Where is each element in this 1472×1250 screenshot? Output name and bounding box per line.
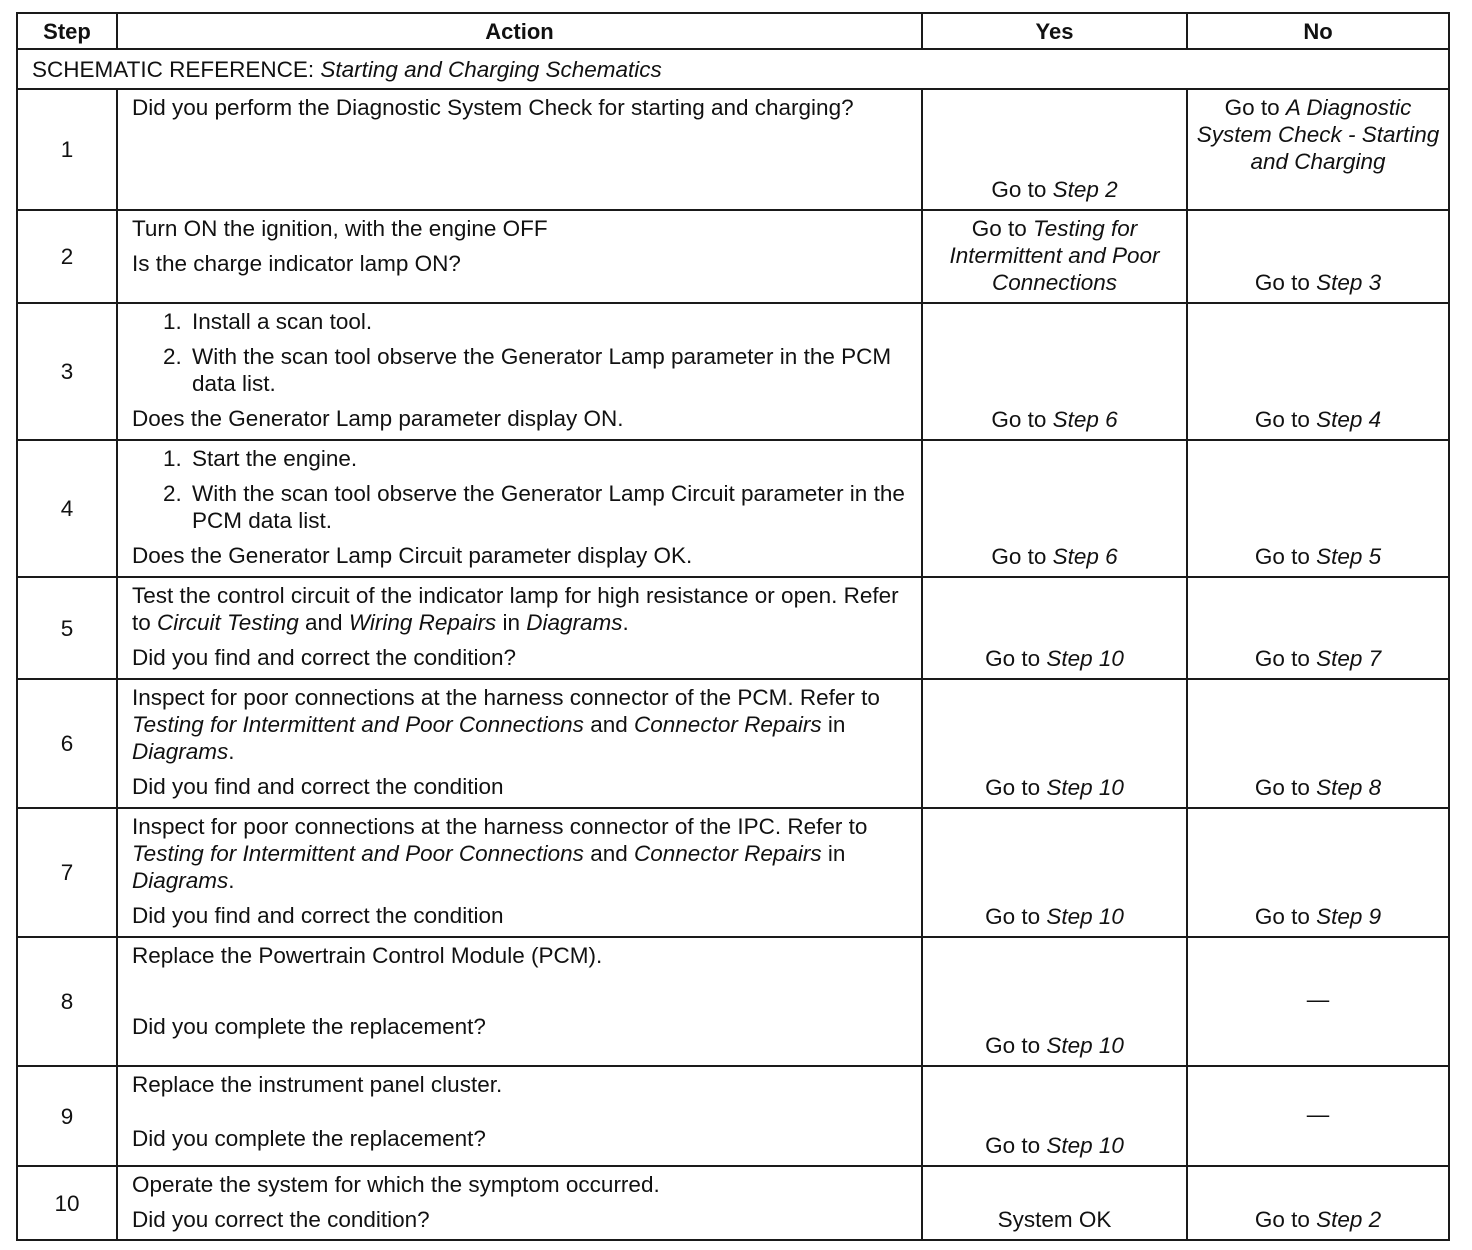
- action-text-and: and: [305, 610, 343, 635]
- yes-cell: [922, 937, 1187, 1066]
- no-target-link[interactable]: Step 3: [1316, 270, 1382, 295]
- list-item: 2. With the scan tool observe the Generator Lamp parameter in the PCM data list.: [188, 343, 913, 397]
- yes-plain-text: System OK: [997, 1207, 1112, 1232]
- schematic-reference-label: SCHEMATIC REFERENCE:: [32, 56, 315, 82]
- no-cell: [1187, 210, 1449, 303]
- schematic-reference-row: [17, 49, 1449, 89]
- yes-prefix: Go to: [985, 646, 1041, 671]
- action-text: [132, 813, 913, 894]
- yes-prefix: Go to: [985, 1033, 1041, 1058]
- step-number: 2: [17, 210, 117, 303]
- no-prefix: Go to: [1254, 904, 1310, 929]
- action-question: Is the charge indicator lamp ON?: [132, 251, 461, 276]
- step-number: 1: [17, 89, 117, 210]
- yes-target-link[interactable]: Step 10: [1046, 904, 1124, 929]
- no-target-link[interactable]: Step 7: [1316, 646, 1382, 671]
- diagnostic-table: [16, 12, 1450, 1241]
- action-cell: [117, 1166, 922, 1240]
- action-text: [132, 684, 913, 765]
- yes-prefix: Go to: [971, 216, 1027, 241]
- schematic-reference: [17, 49, 1449, 89]
- action-cell: [117, 937, 922, 1066]
- step-number: 8: [17, 937, 117, 1066]
- action-cell: [117, 303, 922, 440]
- no-prefix: Go to: [1224, 95, 1280, 120]
- yes-target-link[interactable]: Step 10: [1046, 646, 1124, 671]
- no-cell: [1187, 679, 1449, 808]
- no-cell: [1187, 808, 1449, 937]
- no-target-link[interactable]: Step 8: [1316, 775, 1382, 800]
- action-text: Replace the Powertrain Control Module (PCM).: [132, 943, 603, 968]
- header-step: Step: [17, 13, 117, 49]
- no-prefix: Go to: [1254, 1207, 1310, 1232]
- no-dash: —: [1306, 1101, 1330, 1127]
- action-question: Does the Generator Lamp Circuit parameter display OK.: [132, 543, 693, 568]
- action-text-end: .: [622, 610, 629, 635]
- no-cell: [1187, 303, 1449, 440]
- action-cell: [117, 440, 922, 577]
- action-question: Did you find and correct the condition?: [132, 645, 516, 670]
- action-text: Turn ON the ignition, with the engine OFF: [132, 216, 548, 241]
- yes-cell: [922, 577, 1187, 679]
- no-cell: [1187, 440, 1449, 577]
- action-text-in: in: [502, 610, 520, 635]
- action-steps-list: [132, 445, 913, 534]
- action-steps-list: [132, 308, 913, 397]
- action-text-in: in: [827, 712, 846, 737]
- step-number: 10: [17, 1166, 117, 1240]
- table-row: [17, 1066, 1449, 1166]
- no-prefix: Go to: [1254, 270, 1310, 295]
- step-number: 4: [17, 440, 117, 577]
- no-cell: [1187, 1066, 1449, 1166]
- yes-cell: [922, 303, 1187, 440]
- action-question: Did you correct the condition?: [132, 1207, 430, 1232]
- yes-target-link[interactable]: Step 2: [1052, 177, 1118, 202]
- list-item: 2. With the scan tool observe the Generator Lamp Circuit parameter in the PCM data list.: [188, 480, 913, 534]
- yes-prefix: Go to: [991, 177, 1047, 202]
- header-row: [17, 13, 1449, 49]
- yes-target-link[interactable]: Step 10: [1046, 1133, 1124, 1158]
- yes-target-link[interactable]: Step 10: [1046, 1033, 1124, 1058]
- yes-target-link[interactable]: Step 10: [1046, 775, 1124, 800]
- table-row: [17, 210, 1449, 303]
- action-text: [132, 582, 913, 636]
- action-text-intro: Test the control circuit of the indicator lamp for high resistance or open. Refer to: [132, 583, 899, 635]
- action-cell: [117, 1066, 922, 1166]
- header-action: Action: [117, 13, 922, 49]
- table-row: [17, 89, 1449, 210]
- action-question: Does the Generator Lamp parameter display ON.: [132, 406, 624, 431]
- yes-cell: [922, 679, 1187, 808]
- yes-cell: [922, 1166, 1187, 1240]
- yes-prefix: Go to: [985, 904, 1041, 929]
- table-row: [17, 808, 1449, 937]
- table-row: [17, 679, 1449, 808]
- yes-cell: [922, 89, 1187, 210]
- action-text: Operate the system for which the symptom occurred.: [132, 1172, 660, 1197]
- table-row: [17, 1166, 1449, 1240]
- step-number: 3: [17, 303, 117, 440]
- action-text-and: and: [590, 841, 628, 866]
- no-prefix: Go to: [1254, 544, 1310, 569]
- table-row: [17, 440, 1449, 577]
- list-item: 1. Start the engine.: [188, 445, 913, 472]
- header-no: No: [1187, 13, 1449, 49]
- action-text: Did you perform the Diagnostic System Check for starting and charging?: [132, 95, 854, 120]
- ref-link[interactable]: Connector Repairs: [634, 712, 822, 737]
- action-text-intro: Inspect for poor connections at the harness connector of the PCM. Refer to: [132, 685, 880, 710]
- table-row: [17, 303, 1449, 440]
- yes-prefix: Go to: [985, 1133, 1041, 1158]
- no-cell: [1187, 937, 1449, 1066]
- no-target-link[interactable]: Step 9: [1316, 904, 1382, 929]
- action-text: Replace the instrument panel cluster.: [132, 1072, 503, 1097]
- no-target-link[interactable]: A Diagnostic System Check - Starting and Charging: [1196, 95, 1440, 174]
- action-cell: [117, 89, 922, 210]
- spacer: [132, 1098, 913, 1125]
- ref-link[interactable]: Diagrams: [526, 610, 623, 635]
- action-text-and: and: [590, 712, 628, 737]
- no-dash: —: [1306, 987, 1330, 1012]
- yes-target-link[interactable]: Step 6: [1052, 407, 1118, 432]
- action-question: Did you complete the replacement?: [132, 1014, 486, 1039]
- list-item: 1. Install a scan tool.: [188, 308, 913, 335]
- step-number: 6: [17, 679, 117, 808]
- action-cell: [117, 210, 922, 303]
- yes-cell: [922, 210, 1187, 303]
- action-cell: [117, 577, 922, 679]
- action-text-in: in: [827, 841, 846, 866]
- yes-cell: [922, 440, 1187, 577]
- no-prefix: Go to: [1254, 646, 1310, 671]
- ref-link[interactable]: Testing for Intermittent and Poor Connections: [132, 841, 584, 866]
- action-text-intro: Inspect for poor connections at the harness connector of the IPC. Refer to: [132, 814, 868, 839]
- no-target-link[interactable]: Step 4: [1316, 407, 1382, 432]
- no-cell: [1187, 89, 1449, 210]
- action-text-end: .: [228, 868, 235, 893]
- action-cell: [117, 808, 922, 937]
- action-question: Did you find and correct the condition: [132, 774, 504, 799]
- ref-link[interactable]: Testing for Intermittent and Poor Connections: [132, 712, 584, 737]
- no-prefix: Go to: [1254, 775, 1310, 800]
- ref-link[interactable]: Diagrams: [132, 868, 229, 893]
- yes-prefix: Go to: [991, 407, 1047, 432]
- ref-link[interactable]: Circuit Testing: [157, 610, 299, 635]
- no-target-link[interactable]: Step 2: [1316, 1207, 1382, 1232]
- no-target-link[interactable]: Step 5: [1316, 544, 1382, 569]
- action-question: Did you complete the replacement?: [132, 1126, 486, 1151]
- no-cell: [1187, 1166, 1449, 1240]
- yes-cell: [922, 808, 1187, 937]
- schematic-reference-link[interactable]: Starting and Charging Schematics: [320, 56, 662, 82]
- table-row: [17, 577, 1449, 679]
- no-cell: [1187, 577, 1449, 679]
- ref-link[interactable]: Wiring Repairs: [348, 610, 497, 635]
- yes-cell: [922, 1066, 1187, 1166]
- no-prefix: Go to: [1254, 407, 1310, 432]
- yes-target-link[interactable]: Step 6: [1052, 544, 1118, 569]
- yes-prefix: Go to: [985, 775, 1041, 800]
- yes-prefix: Go to: [991, 544, 1047, 569]
- header-yes: Yes: [922, 13, 1187, 49]
- action-cell: [117, 679, 922, 808]
- step-number: 9: [17, 1066, 117, 1166]
- table-row: [17, 937, 1449, 1066]
- spacer: [132, 969, 913, 1005]
- yes-target-link[interactable]: Testing for Intermittent and Poor Connections: [949, 216, 1160, 295]
- step-number: 7: [17, 808, 117, 937]
- action-text-end: .: [228, 739, 235, 764]
- action-question: Did you find and correct the condition: [132, 903, 504, 928]
- ref-link[interactable]: Diagrams: [132, 739, 229, 764]
- ref-link[interactable]: Connector Repairs: [634, 841, 822, 866]
- step-number: 5: [17, 577, 117, 679]
